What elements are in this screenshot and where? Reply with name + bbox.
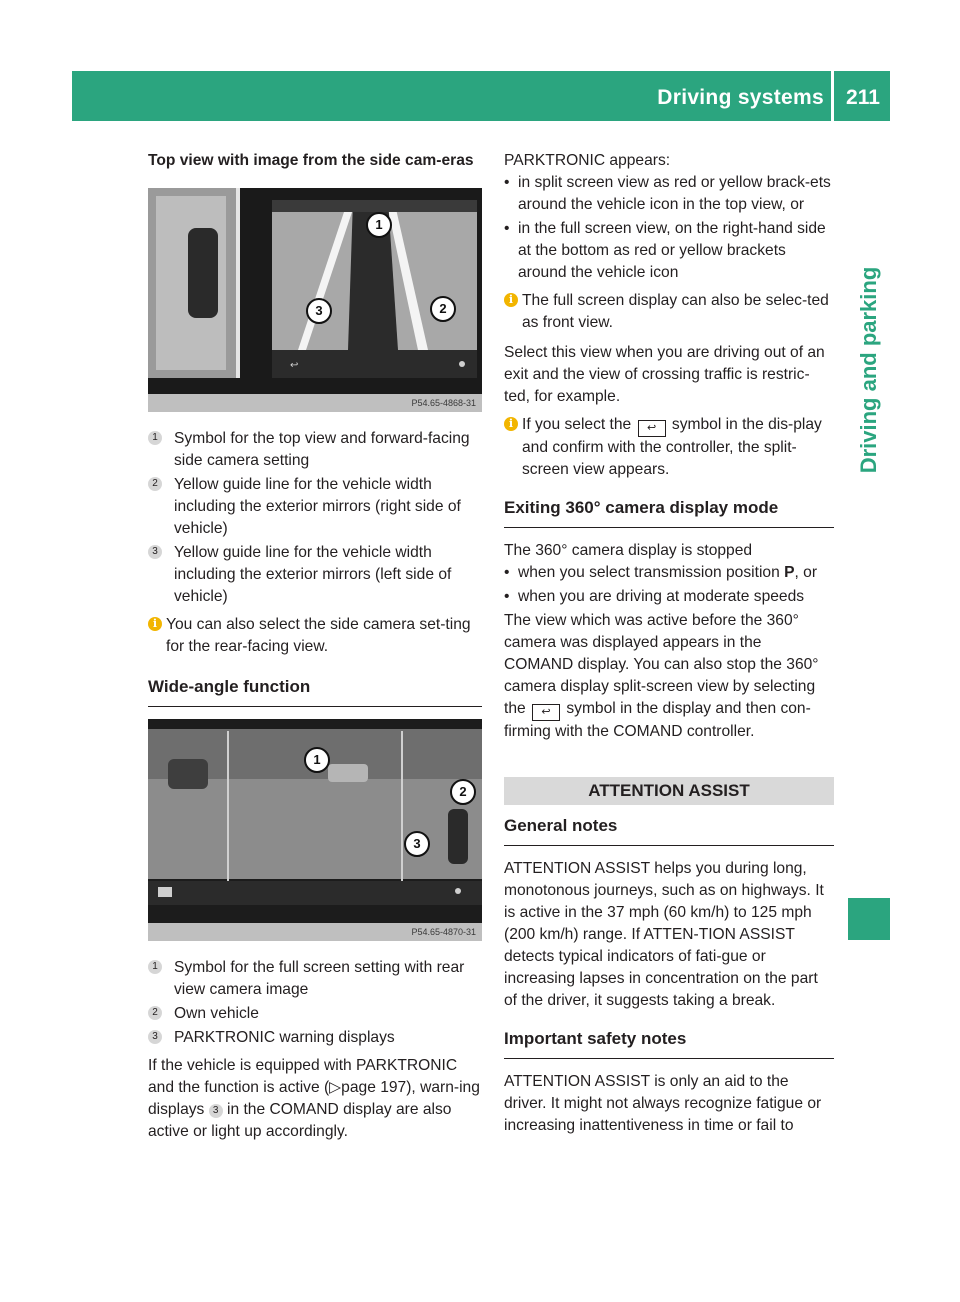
list-item	[148, 428, 482, 472]
list-item	[148, 957, 482, 1001]
text-span: symbol in the display and then con-firming with the COMAND controller.	[504, 700, 811, 740]
paragraph: ATTENTION ASSIST helps you during long, monotonous journeys, such as on highways. It is active in the 37 mph (60 km/h) to 125 mph (200 km/h) range. If ATTEN-TION ASSIST detects typical indicators of fati-gue or increasing lapses in concentration on the part of the driver, it suggests taking a break.	[504, 860, 824, 1009]
heading-important-safety: Important safety notes	[504, 1028, 834, 1059]
gear-position: P	[784, 564, 795, 581]
info-icon: i	[148, 617, 162, 631]
text-span: , or	[794, 564, 818, 581]
text-span: when you select transmission position	[518, 564, 785, 581]
info-text: If you select the	[522, 416, 636, 433]
back-arrow-icon: ↩	[638, 420, 666, 437]
header-separator	[831, 71, 834, 121]
number-badge: 2	[148, 477, 162, 491]
info-note	[504, 414, 834, 481]
paragraph	[148, 1055, 482, 1143]
bullet-item: • in split screen view as red or yellow brack-ets around the vehicle icon in the top view, or	[504, 172, 834, 216]
gray-section-heading: ATTENTION ASSIST	[504, 777, 834, 805]
info-text: The full screen display can also be selec-ted as front view.	[522, 292, 829, 331]
heading-exiting-360: Exiting 360° camera display mode	[504, 497, 834, 528]
paragraph	[504, 610, 834, 743]
number-badge: 1	[148, 431, 162, 445]
top-view-figure	[148, 188, 482, 412]
text-span: ), warn-ing displays	[148, 1079, 480, 1118]
wide-angle-figure	[148, 719, 482, 941]
list-item-text: Own vehicle	[174, 1005, 259, 1022]
list-item-text: Yellow guide line for the vehicle width including the exterior mirrors (right side of vehicle)	[174, 476, 461, 537]
info-note	[148, 614, 482, 658]
bullet-item	[504, 562, 834, 584]
triangle-right-icon: ▷	[329, 1079, 342, 1096]
side-tab-block	[848, 898, 890, 940]
header-title: Driving systems	[657, 86, 824, 109]
left-column	[148, 150, 482, 1143]
info-icon: i	[504, 417, 518, 431]
callout-1: 1	[366, 212, 392, 238]
number-badge: 2	[148, 1006, 162, 1020]
list-item-text: Yellow guide line for the vehicle width including the exterior mirrors (left side of vehicle)	[174, 544, 452, 605]
info-text: You can also select the side camera set-ting for the rear-facing view.	[166, 616, 471, 655]
bullet-item: • when you are driving at moderate speeds	[504, 586, 834, 608]
info-icon: i	[504, 293, 518, 307]
text-span: in the COMAND display are also active or light up accordingly.	[148, 1101, 452, 1140]
heading-general-notes: General notes	[504, 815, 834, 846]
back-arrow-icon: ↩	[532, 704, 560, 721]
page-number: 211	[846, 86, 880, 109]
right-column	[504, 150, 834, 1137]
svg-text:↩: ↩	[290, 360, 299, 371]
callout-2: 2	[450, 779, 476, 805]
list-item	[148, 1003, 482, 1025]
figure-code: P54.65-4870-31	[148, 923, 482, 941]
list-item-text: PARKTRONIC warning displays	[174, 1029, 395, 1046]
figure-code: P54.65-4868-31	[148, 394, 482, 412]
paragraph: Select this view when you are driving out of an exit and the view of crossing traffic is restric-ted, for example.	[504, 344, 825, 405]
callout-2: 2	[430, 296, 456, 322]
heading-top-view: Top view with image from the side cam-eras	[148, 152, 474, 169]
list-item-text: Symbol for the full screen setting with rear view camera image	[174, 959, 465, 998]
callout-1: 1	[304, 747, 330, 773]
text-span: If the vehicle is equipped with PARKTRONIC and the function is active (	[148, 1057, 458, 1096]
list-item	[148, 542, 482, 608]
paragraph: ATTENTION ASSIST is only an aid to the driver. It might not always recognize fatigue or increasing inattentiveness in time or fail to	[504, 1073, 822, 1134]
callout-3: 3	[306, 298, 332, 324]
info-note	[504, 290, 834, 334]
bullet-item: • in the full screen view, on the right-hand side at the bottom as red or yellow brackets around the vehicle icon	[504, 218, 834, 284]
side-tab-label: Driving and parking	[856, 266, 881, 474]
paragraph: PARKTRONIC appears:	[504, 152, 671, 169]
heading-wide-angle: Wide-angle function	[148, 676, 482, 707]
number-badge: 3	[148, 1030, 162, 1044]
list-item	[148, 474, 482, 540]
number-badge: 3	[209, 1104, 223, 1118]
list-item-text: Symbol for the top view and forward-facing side camera setting	[174, 430, 470, 469]
callout-3: 3	[404, 831, 430, 857]
paragraph: The 360° camera display is stopped	[504, 542, 753, 559]
list-item	[148, 1027, 482, 1049]
number-badge: 1	[148, 960, 162, 974]
text-span: The view which was active before the 360° camera was displayed appears in the COMAND display. You can also stop the 360° camera display split-screen view by selecting the	[504, 612, 819, 717]
page-reference-link[interactable]: page 197	[341, 1079, 407, 1096]
number-badge: 3	[148, 545, 162, 559]
info-text: symbol in the dis-play and confirm with the controller, the split-screen view appears.	[522, 416, 822, 478]
